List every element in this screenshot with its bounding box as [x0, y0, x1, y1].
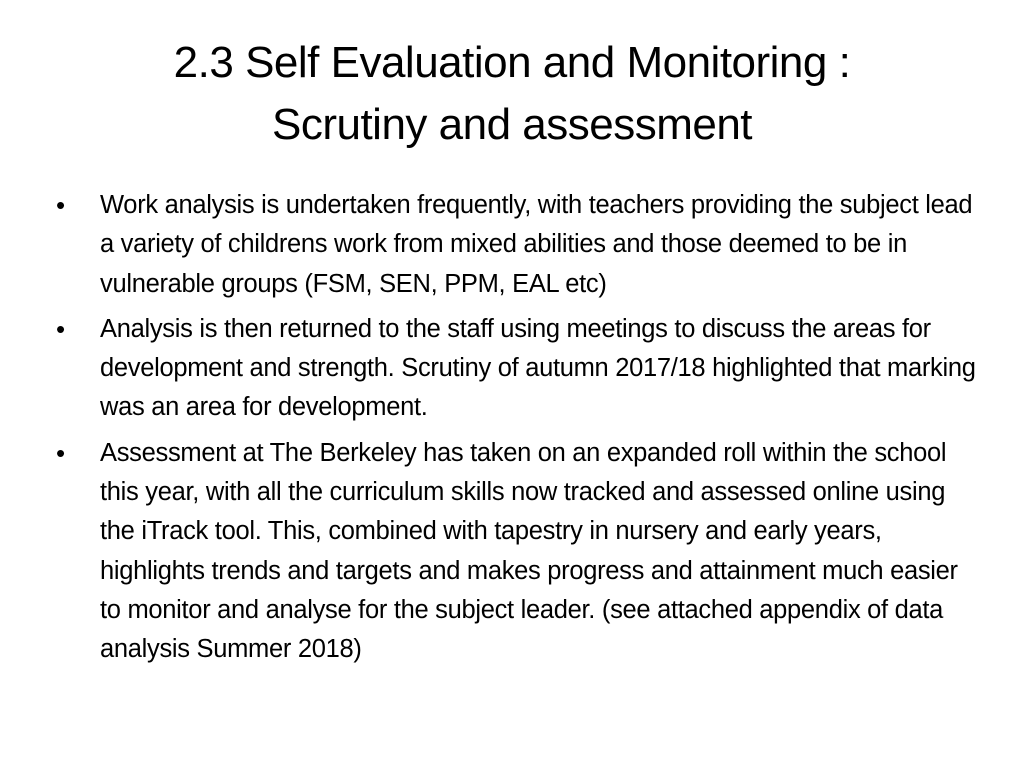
slide-title: [60, 32, 964, 156]
bullet-item-assessment: [56, 434, 976, 670]
bullet-list: [56, 186, 976, 676]
bullet-icon: •: [56, 313, 65, 344]
bullet-item-analysis-returned: [56, 310, 976, 428]
bullet-icon: •: [56, 437, 65, 468]
title-line-1: 2.3 Self Evaluation and Monitoring :: [173, 38, 851, 87]
bullet-text: Work analysis is undertaken frequently, with teachers providing the subject lead a variety of childrens work from mixed abilities and those deemed to be in vulnerable groups (FSM, SEN, PPM, EAL etc): [100, 191, 973, 298]
bullet-icon: •: [56, 190, 65, 220]
title-line-2: Scrutiny and assessment: [271, 100, 753, 149]
bullet-text: Analysis is then returned to the staff using meetings to discuss the areas for development and strength. Scrutiny of autumn 2017/18 highlighted that marking was an area for development.: [100, 314, 976, 422]
bullet-item-work-analysis: [56, 186, 976, 304]
bullet-text: Assessment at The Berkeley has taken on an expanded roll within the school this year, with all the curriculum skills now tracked and assessed online using the iTrack tool. This, combined with tapestry in nursery and early years, highlights trends and targets and makes progress and attainment much easier to monitor and analyse for the subject leader. (see attached appendix of data analysis Summer 2018): [100, 438, 958, 664]
